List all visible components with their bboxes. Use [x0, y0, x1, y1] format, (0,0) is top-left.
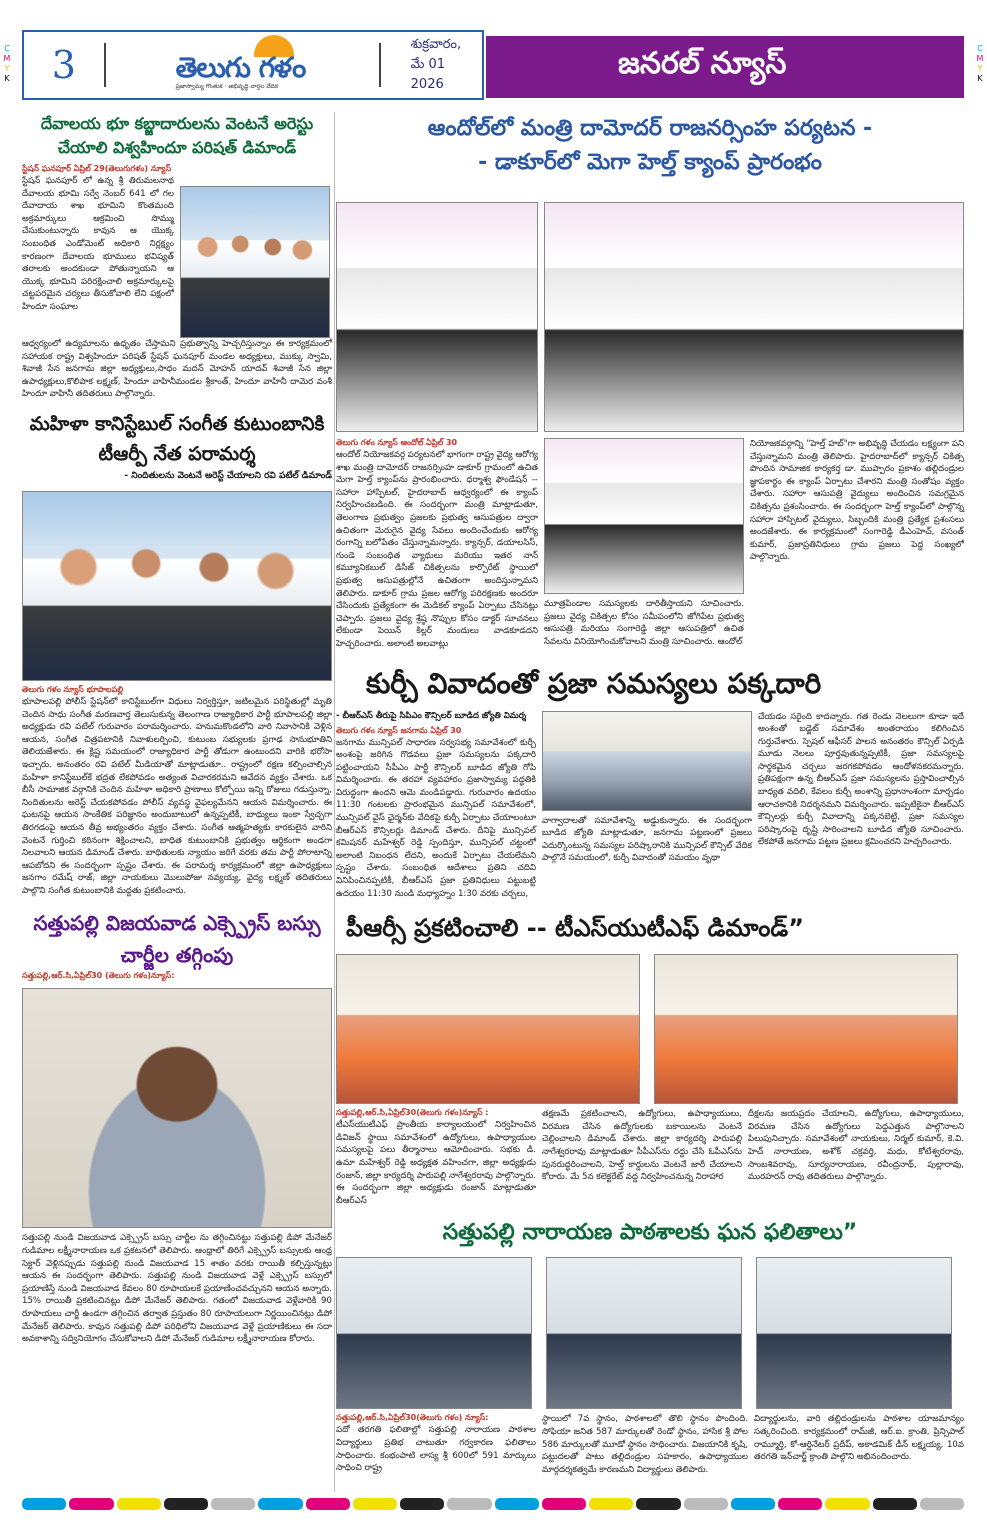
reg-swatch: [117, 1498, 161, 1510]
story-narayana-results: [336, 1215, 964, 1476]
photo-protest-group: [180, 186, 330, 338]
story-prc-demand: [336, 908, 964, 1207]
masthead: [22, 30, 484, 100]
story-body-col3: నియోజకవర్గాన్ని "హెల్త్ హబ్"గా అభివృద్ధి చేయడం లక్ష్యంగా పని చేస్తున్నామని మంత్రి తెలిపారు. హైదరాబాద్‌లో క్యాన్సర్ చికిత్స పొందిన సామాజిక కార్యకర్త డా. ముప్పారం ప్రకాశం తల్లిదండ్రుల జ్ఞాపకార్థం ఈ క్యాంప్ ఏర్పాటు చేశారని మంత్రి సంతోషం వ్యక్తం చేశారు. సహారా ఆసుపత్రి వైద్యులు అందించిన సమగ్రమైన చికిత్సను ప్రశంసించారు. ఈ సందర్భంగా హెల్త్ క్యాంప్‌లో పాల్గొన్న సహారా హాస్పిటల్ వైద్యులు, సిబ్బందికి మంత్రి ప్రత్యేక ప్రశంసలు అందజేశారు. ఈ కార్యక్రమంలో సంగారెడ్డి డీఎంహెచ్, వసంత్ కుమార్, ప్రజాప్రతినిధులు గ్రామ ప్రజలు పెద్ద సంఖ్యలో పాల్గొన్నారు.: [750, 439, 964, 563]
story-subhead: - నిందితులను వెంటనే అరెస్ట్ చేయాలని రవి పటేల్ డిమాండ్: [124, 470, 332, 481]
cmyk-y: Y: [977, 64, 983, 73]
story-health-camp: [336, 112, 964, 651]
story-headline: దేవాలయ భూ కబ్జాదారులను వెంటనే అరెస్టు చేయాలి విశ్వహిందూ పరిషత్ డిమాండ్: [40, 114, 314, 157]
story-body-col1: టీఎస్‌యుటీఎఫ్ ప్రాంతీయ కార్యాలయంలో నిర్వహించిన డివిజన్ స్థాయి సమావేశంలో ఉద్యోగులు, ఉపాధ్యాయుల సమస్యలపై పలు తీర్మానాలు ఆమోదించారు. సభకు డి. ఉమా మహేశ్వర్ రెడ్డి అధ్యక్షత వహించగా, జిల్లా అధ్యక్షుడు రంజాన్, జిల్లా కార్యదర్శి పారుపల్లి నాగేశ్వరరావు పాల్గొన్నారు. ఈ సందర్భంగా జిల్లా అధ్యక్షుడు రంజాన్ మాట్లాడుతూ బీఆర్ఎస్: [336, 1120, 536, 1206]
story-constable-family: [22, 409, 332, 898]
reg-swatch: [258, 1498, 302, 1510]
story-headline: కుర్చీ వివాదంతో ప్రజా సమస్యలు పక్కదారి: [366, 666, 822, 700]
reg-swatch: [920, 1498, 964, 1510]
cmyk-registration-left: [2, 44, 12, 100]
logo-tagline: ప్రజాస్వామ్య గొంతుక · అభివృద్ధి వార్తల వేదిక: [175, 83, 279, 90]
masthead-divider: [379, 43, 381, 87]
photo-council-meeting: [542, 711, 752, 811]
story-headline: పీఆర్సీ ప్రకటించాలి -- టీఎస్‌యుటీఎఫ్ డిమాండ్”: [346, 914, 804, 943]
reg-swatch: [495, 1498, 539, 1510]
cmyk-m: M: [976, 54, 984, 63]
reg-swatch: [211, 1498, 255, 1510]
story-headline-line2: - డాకూర్‌లో మెగా హెల్త్ క్యాంప్ ప్రారంభం: [478, 150, 822, 175]
photo-toppers-2: [546, 1257, 742, 1409]
story-headline: మహిళా కానిస్టేబుల్ సంగీత కుటుంబానికి టీఆర్పీ నేత పరామర్శ: [29, 412, 325, 465]
story-body-col3: విద్యార్థులను, వారి తల్లిదండ్రులను పాఠశాల యాజమాన్యం సత్కరించింది. కార్యక్రమంలో రామ్‌జీ, ఆర్.ఐ. క్రాంతి, ప్రిన్సిపాల్ రామ్మూర్తి, కో-ఆర్డినేటర్ ప్రదీప్, అకాడమిక్ డీన్ లక్ష్మయ్య, 10వ తరగతి ఇన్‌చార్జ్ క్రాంతి పాల్గొని అభినందించారు.: [754, 1414, 964, 1463]
story-dateline: సత్తుపల్లి,ఆర్.సి,ఏప్రిల్30(తెలుగు గళం)న్యూస్ :: [336, 1108, 489, 1118]
story-headline: సత్తుపల్లి నారాయణ పాఠశాలకు ఘన ఫలితాలు”: [442, 1220, 858, 1246]
story-dateline: సత్తుపల్లి,ఆర్.సి,ఏప్రిల్30 (తెలుగు గళం)న్యూస్:: [22, 971, 175, 981]
story-headline-line1: ఆందోల్‌లో మంత్రి దామోదర్ రాజనర్సింహ పర్యటన -: [427, 116, 873, 141]
story-body: సత్తుపల్లి నుండి విజయవాడ ఎక్స్ప్రెస్ బస్సు చార్జీల ను తగ్గించినట్టు సత్తుపల్లి డిపో మేనేజర్ గుడిమాల లక్ష్మీనారాయణ ఒక ప్రకటనలో తెలిపారు. ఆంధ్రాలో తిరిగే ఎక్స్ప్రెస్ బస్సులకు ఆంధ్ర సెక్టార్ వెళ్లినప్పుడు సత్తుపల్లి నుండి విజయవాడ 15 శాతం వరకు రాయితీ కల్పిస్తున్నట్లు ఆయన ఈ సందర్భంగా తెలిపారు. సత్తుపల్లి నుండి విజయవాడ వెళ్లే ఎక్స్ప్రెస్ బస్సులో ప్రయాణిస్తే నుండి విజయవాడ కేవలం 80 రూపాయలకే ప్రయాణించవచ్చునని ఆయన అన్నారు. 15% రాయితీ ప్రకటించినట్లు డిపో మేనేజర్ తెలిపారు. గతంలో విజయవాడ వెళ్లేవారికి 90 రూపాయలు చార్జీ ఉండగా తగ్గించిన తర్వాత ప్రస్తుతం 80 రూపాయలుగా నిర్ణయించినట్లు డిపో మేనేజర్ తెలిపారు. కావున సత్తుపల్లి డిపో పరిధిలోని విజయవాడ వెళ్లే ప్రయాణికులు ఈ సదా అవకాశాన్ని సద్వినియోగం చేసుకోవాలని డిపో మేనేజర్ గుడిమాల లక్ష్మీనారాయణ కోరారు.: [22, 1233, 332, 1345]
story-dateline: సత్తుపల్లి,ఆర్.సి,ఏప్రిల్30(తెలుగు గళం) న్యూస్:: [336, 1413, 489, 1423]
cmyk-y: Y: [4, 64, 10, 73]
photo-depot-manager: [22, 988, 332, 1228]
story-body-col1: జనగామ మున్సిపల్ సాధారణ సర్వసభ్య సమావేశంలో కుర్చీ అంశంపై జరిగిన గొడవలు ప్రజా సమస్యలను పక్కదారి పట్టించాయని సీపీఎం పార్టీ కౌన్సిలర్ బూడిద జ్యోతి గోపి విమర్శించారు. ఈ తరహా వ్యవహారం ప్రజాస్వామ్య పద్ధతికి విరుద్ధంగా ఉందని ఆమె మండిపడ్డారు. గురువారం ఉదయం 11:30 గంటలకు ప్రారంభమైన మున్సిపల్ సమావేశంలో, మున్సిపల్ వైస్ ఛైర్మన్‌కు వేదికపై కుర్చీ ఏర్పాటు చేయాలంటూ బీఆర్ఎస్ కౌన్సిలర్లు డిమాండ్ చేశారు. దీనిపై మున్సిపల్ కమిషనర్ మహేశ్వర్ రెడ్డి స్పందిస్తూ, మున్సిపల్ చట్టంలో అలాంటి నిబంధన లేదని, అందుకే ఏర్పాటు చేయలేమని స్పష్టం చేశారు. సంబంధిత ఆదేశాలు ప్రతిని చదివి వినిపించినప్పటికీ, బీఆర్ఎస్ ప్రజా ప్రతినిధులు పట్టుబట్టి ఉదయం 11:30 నుండి మధ్యాహ్నం 1:30 వరకు చర్చలు,: [336, 737, 536, 899]
story-body-col2: తక్షణమే ప్రకటించాలని, ఉద్యోగులు, ఉపాధ్యాయులు, విరమణ చేసిన ఉద్యోగులకు బకాయిలను వెంటనే చెల్లించాలని డిమాండ్ చేశారు. జిల్లా కార్యదర్శి పారుపల్లి నాగేశ్వరరావు మాట్లాడుతూ సీపీఎస్‌ను రద్దు చేసి ఓపీఎస్‌ను పునరుద్ధరించాలని, హెల్త్ కార్డులను వెంటనే జారీ చేయాలని కోరారు. మే 5న కలెక్టరేట్ వద్ద నిర్వహించనున్న నిరాహార: [542, 1109, 742, 1183]
story-body-col2: వాగ్వాదాలతో సమావేశాన్ని అడ్డుకున్నారు. ఈ సందర్భంగా బూడిద జ్యోతి మాట్లాడుతూ, జనగామ పట్టణంలో ప్రజలు ఎదుర్కొంటున్న సమస్యల పరిష్కారానికి మున్సిపల్ కౌన్సిల్ వేదిక పాల్గొనే సమయంలో, కుర్చీ వివాదంతో సమయం వృథా: [542, 815, 752, 864]
reg-swatch: [778, 1498, 822, 1510]
photo-health-camp-stage: [544, 438, 744, 594]
reg-swatch: [684, 1498, 728, 1510]
story-temple-land: [22, 112, 332, 401]
masthead-divider: [104, 43, 106, 87]
story-dateline: తెలుగు గళం న్యూస్ భూపాలపల్లి: [22, 684, 124, 694]
logo-text: తెలుగు గళం: [175, 51, 306, 84]
issue-date-value: మే 01 2026: [410, 57, 446, 92]
reg-swatch: [69, 1498, 113, 1510]
page-number: 3: [51, 43, 76, 87]
story-subhead: - బీఆర్ఎస్ తీరుపై సిపిఎం కౌన్సిలర్ బూడిద జ్యోతి విమర్శ: [336, 710, 527, 721]
cmyk-m: M: [3, 54, 11, 63]
story-body-col2: స్థాయిలో 7వ స్థానం, పాఠశాలలో తొలి స్థానం పొందింది. సోఫియా జనిత 587 మార్కులతో రెండో స్థానం, హాసిక శ్రీ పోల 586 మార్కులతో మూడో స్థానం సాధించారు. విజయానికి కృషి, పట్టుదలతో పాటు తల్లిదండ్రుల సహకారం, ఉపాధ్యాయుల మార్గదర్శకత్వమే కారణమని విద్యార్థులు తెలిపారు.: [542, 1414, 748, 1475]
story-dateline: స్టేషన్ ఘనపూర్ ఏప్రిల్ 29(తెలుగుగళం) న్యూస్: [22, 164, 172, 173]
reg-swatch: [400, 1498, 444, 1510]
reg-swatch: [353, 1498, 397, 1510]
cmyk-c: C: [977, 44, 983, 53]
reg-swatch: [164, 1498, 208, 1510]
reg-swatch: [873, 1498, 917, 1510]
photo-tsutf-meeting-1: [336, 954, 640, 1104]
story-dateline: తెలుగు గళం న్యూస్ ఆందోల్ ఏప్రిల్ 30: [336, 438, 458, 447]
story-bus-charges: [22, 907, 332, 1345]
photo-minister-award: [336, 202, 538, 432]
section-banner: జనరల్ న్యూస్: [486, 36, 964, 98]
story-body: స్టేషన్ ఘనపూర్ లో ఉన్న శ్రీ తిరుమలనాథ దేవాలయ భూమి సర్వే నెంబర్ 641 లో గల దేవాదాయ శాఖ భూమిని కొంతమంది అక్రమార్కులు ఆక్రమించి సొమ్ము చేసుకుంటున్నారు కావున ఆ యొక్క సంబంధిత ఎండోమెంట్ అధికారి నిర్లక్ష్యం కారణంగా దేవాలయ భూములు భవిష్యత్ తరాలకు అందకుండా పోతున్నాయని ఆ యొక్క భూమిని పరిరక్షించాలి అక్రమార్కులపై చట్టపరమైన చర్యలు తీసుకోవాలి లేని పక్షంలో హిందూ సంఘాల: [22, 176, 174, 312]
story-body-continued: ఆధ్వర్యంలో ఉద్యమాలను ఉధృతం చేస్తామని ప్రభుత్వాన్ని హెచ్చరిస్తున్నాం ఈ కార్యక్రమంలో సహాయక రాష్ట్ర విశ్వహిందూ పరిషత్ స్టేషన్ ఘనపూర్ మండల అధ్యక్షులు, ముక్కు స్వామి, శివాజీ సేన జనగామ జిల్లా అధ్యక్షులు,సాధం మదన్ మోహన్ యాదవ్ శివాజీ సేన జిల్లా ఉపాధ్యక్షులు,కొలిపాక లక్ష్మణ్, హిందూ వాహినీమండల శ్రీకాంత్, హిందూ వాహినీ దామెర వంశీ హిందూ వాహినీ తదితరులు పాల్గొన్నారు.: [22, 339, 332, 400]
cmyk-c: C: [4, 44, 10, 53]
left-column: [22, 112, 332, 1346]
story-body-col1: పదో తరగతి ఫలితాల్లో సత్తుపల్లి నారాయణ పాఠశాల విద్యార్థులు ప్రతిభ చాటుతూ గర్వకారణ ఫలితాలు సాధించారు. కంభంపాటి లాస్య శ్రీ 600లో 591 మార్కులు సాధించి రాష్ట్ర: [336, 1425, 536, 1474]
cmyk-k: K: [977, 74, 983, 83]
story-body: భూపాలపల్లి పోలీస్ స్టేషన్‌లో కానిస్టేబుల్‌గా విధులు నిర్వర్తిస్తూ, జటిలమైన పరిస్థితుల్లో మృతి చెందిన సాధు సంగీత మరణవార్త తెలుసుకున్న తెలంగాణ రాజ్యాధికార పార్టీ భూపాలపల్లి జిల్లా అధ్యక్షుడు రవి పటేల్ గురువారం పరామర్శించారు. హనుమకొండలోని వారి నివాసానికి వెళ్లిన ఆయన, సంగీత చిత్రపటానికి నివాళులర్పించి, కుటుంబ సభ్యులకు ప్రగాఢ సానుభూతిని తెలియజేశారు. ఈ క్లిష్ట సమయంలో రాజ్యాధికార పార్టీ తోడుగా ఉంటుందని వారికి భరోసా ఇచ్చారు. అనంతరం రవి పటేల్ మీడియాతో మాట్లాడుతూ.. రాష్ట్రంలో రక్షణ కల్పించాల్సిన మహిళా కానిస్టేబుల్‌కే భద్రత లేకపోవడం అత్యంత విచారకరమని ఆవేదన వ్యక్తం చేశారు. ఒక బీసీ సామాజిక వర్గానికి చెందిన మహిళా అధికారి ప్రాణాలు కోల్పోయి ఇన్ని రోజులు గడుస్తున్నా, నిందితులను అరెస్ట్ చేయకపోవడం పోలీస్ వ్యవస్థ వైఫల్యమేనని ఆయన విమర్శించారు. ఈ ఘటనపై ఆయన సాంకేతిక పరిజ్ఞానం అందుబాటులో ఉన్నప్పటికీ, బాధ్యులు ఇంకా స్వేచ్ఛగా తిరగడంపై ఆయన తీవ్ర అభ్యంతరం వ్యక్తం చేశారు. సంగీత ఆత్మహత్యకు కారకులైన వారిని వెంటనే గుర్తించి కఠినంగా శిక్షించాలని, బాధిత కుటుంబానికి ప్రభుత్వం ఆర్థికంగా అండగా నిలవాలని ఆయన డిమాండ్ చేశారు. బాధితులకు న్యాయం జరిగే వరకు తమ పార్టీ పోరాటాన్ని ఆపబోదని ఈ సందర్భంగా స్పష్టం చేశారు. ఈ పరామర్శ కార్యక్రమంలో జిల్లా ఉపాధ్యక్షులు జనగాం రమేష్ రాజ్, జిల్లా నాయకులు మొలుపోజు నవ్యయ్య, వైద్య లక్ష్మణ్ తదితరులు పాల్గొని సంగీత కుటుంబానికి మద్దతు ప్రకటించారు.: [22, 696, 332, 896]
column-rule: [334, 112, 335, 1492]
photo-tsutf-meeting-2: [654, 954, 958, 1104]
reg-swatch: [22, 1498, 66, 1510]
issue-day: శుక్రవారం,: [410, 37, 462, 52]
reg-swatch: [542, 1498, 586, 1510]
story-chair-dispute: [336, 661, 964, 901]
reg-swatch: [825, 1498, 869, 1510]
photo-toppers-1: [336, 1257, 532, 1409]
issue-date: [411, 35, 482, 95]
photo-family-visit: [22, 491, 332, 681]
cmyk-k: K: [4, 74, 10, 83]
reg-swatch: [589, 1498, 633, 1510]
newspaper-logo: [176, 35, 375, 95]
reg-swatch: [731, 1498, 775, 1510]
story-body-col3: దీక్షలను జయప్రదం చేయాలని, ఉద్యోగులు, ఉపాధ్యాయులు, విరమణ చేసిన ఉద్యోగులు పెద్దఎత్తున పాల్గొనాలని పిలుపునిచ్చారు. సమావేశంలో నాయకులు, నిర్మల్ కుమార్, కె.వి. హెచ్ నారాయణ, అశోక్ చక్రవర్తి, మధు, కోటేశ్వరరావు, సాంబశివరావు, సూర్యనారాయణ, రవీంద్రనాథ్, పుల్లారావు, మురహరన్ రావు తదితరులు పాల్గొన్నారు.: [748, 1109, 964, 1183]
reg-swatch: [447, 1498, 491, 1510]
reg-swatch: [636, 1498, 680, 1510]
story-body-col3: చేయడం సరైంది కాదన్నారు. గత రెండు నెలలుగా కూడా ఇదే అంశంతో బడ్జెట్ సమావేశం అంతరాయం కలిగించిన గుర్తుచేశారు. స్పెషల్ ఆఫీసర్ పాలన అనంతరం కౌన్సిల్ ఏర్పడి మూడు నెలలు పూర్తవుతున్నప్పటికీ, ప్రజా సమస్యలపై సార్థకమైన చర్చలు జరగకపోవడం ఆందోళనకరమన్నారు. ప్రతిపక్షంగా ఉన్న బీఆర్ఎస్ ప్రజా సమస్యలను ప్రస్తావించాల్సిన బాధ్యత వదిలి, కేవలం కుర్చీ అంశాన్ని ప్రధానాంశంగా మార్చడం ఆరాచకానికి నిదర్శనమని విమర్శించారు. ఇప్పటికైనా బీఆర్ఎస్ కౌన్సిలర్లు కుర్చీ వివాదాన్ని పక్కనబెట్టి, ప్రజా సమస్యల పరిష్కారంపై దృష్టి సారించాలని బూడిద జ్యోతి సూచించారు. లేకపోతే జనగామ పట్టణ ప్రజలు క్షమించరని హెచ్చరించారు.: [758, 711, 964, 848]
story-headline: సత్తుపల్లి విజయవాడ ఎక్స్ప్రెస్ బస్సు చార్జీల తగ్గింపు: [33, 911, 321, 968]
story-dateline: తెలుగు గళం న్యూస్ జనగామ ఏప్రిల్ 30: [336, 725, 462, 735]
reg-swatch: [306, 1498, 350, 1510]
story-body-col1: ఆందోల్ నియోజకవర్గ పర్యటనలో భాగంగా రాష్ట్ర వైద్య ఆరోగ్య శాఖ మంత్రి దామోదర్ రాజనర్సింహ డాకూర్ గ్రామంలో ఉచిత మెగా హెల్త్ క్యాంప్‌ను ప్రారంభించారు. ధర్మాశ్వ ఫౌండేషన్ -- సహారా హాస్పిటల్, హైదరాబాద్ ఆధ్వర్యంలో ఈ క్యాంప్ నిర్వహించబడింది. ఈ సందర్భంగా మంత్రి మాట్లాడుతూ, తెలంగాణ ప్రభుత్వం ప్రజలకు ప్రభుత్వ ఆసుపత్రుల ద్వారా ఉచితంగా మెరుగైన వైద్య సేవలు అందించేందుకు ఆరోగ్య రంగాన్ని బలోపేతం చేస్తున్నామన్నారు. క్యాన్సర్, డయాలసిస్, గుండె సంబంధిత వ్యాధులు మరియు ఇతర నాన్ కమ్యూనికబుల్ డిసీజ్ చికిత్సలను కార్పొరేట్ స్థాయిలో ప్రభుత్వ ఆసుపత్రుల్లోనే ఉచితంగా అందిస్తున్నామని తెలిపారు. డాకూర్ గ్రామ ప్రజల ఆరోగ్య పరిరక్షణకు అందరూ చేసిందుకు ప్రత్యేకంగా ఈ మెడికల్ క్యాంప్ ఏర్పాటు చేసినట్లు చెప్పారు. ప్రజలు వైద్య శ్రేష్ఠ నొప్పుల కోసం డాక్టర్ సూచనలు లేకుండా పెయిన్ కిల్లర్ మందులు వాడకూడదని హెచ్చరించారు. అలాంటి అలవాట్లు: [336, 450, 538, 649]
photo-toppers-3: [756, 1257, 952, 1409]
main-column: [336, 112, 964, 1476]
print-registration-bar: [22, 1498, 964, 1510]
cmyk-registration-right: [975, 44, 985, 100]
story-body-col2: మూత్రపిండాల సమస్యలకు దారితీస్తాయని సూచించారు. ప్రజలు వైద్య చికిత్సల కోసం సమీపంలోని జోగిపేట ప్రభుత్వ ఆసుపత్రి మరియు సంగారెడ్డి జిల్లా ఆసుపత్రిలో ఉచిత సేవలను వినియోగించుకోవాలని మంత్రి సూచించారు. ఆందోల్: [544, 599, 744, 647]
photo-minister-stage: [544, 202, 964, 432]
